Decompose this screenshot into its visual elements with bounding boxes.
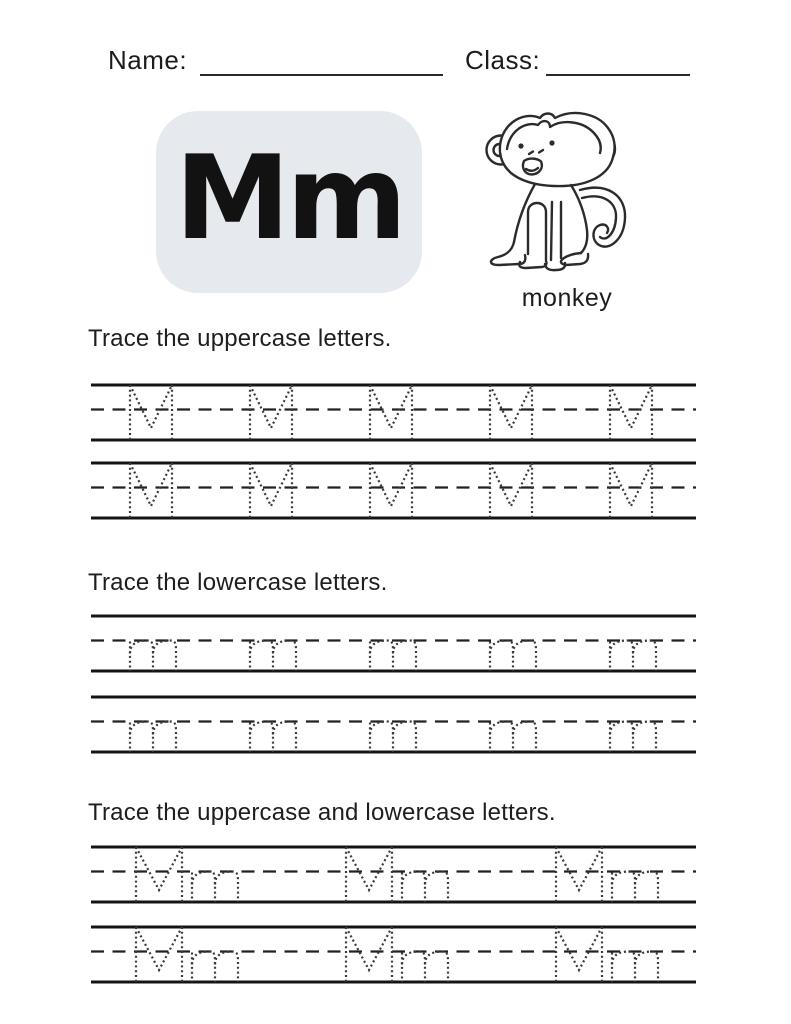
trace-row-uppercase-1 — [90, 382, 697, 444]
letter-card — [156, 111, 422, 293]
mascot-illustration — [472, 104, 662, 287]
section-heading-uppercase: Trace the uppercase letters. — [88, 325, 392, 352]
trace-row-uppercase-2 — [90, 460, 697, 522]
monkey-icon — [472, 104, 662, 282]
name-write-line — [200, 74, 443, 76]
letter-card-text: Mm — [174, 131, 404, 266]
trace-row-lowercase-1 — [90, 613, 697, 675]
section-heading-lowercase: Trace the lowercase letters. — [88, 569, 388, 596]
class-write-line — [546, 74, 690, 76]
trace-row-lowercase-2 — [90, 694, 697, 756]
trace-row-mixed-2 — [90, 924, 697, 986]
name-label: Name: — [108, 45, 188, 75]
section-heading-mixed: Trace the uppercase and lowercase letters. — [88, 799, 556, 826]
trace-row-mixed-1 — [90, 844, 697, 906]
mascot-label: monkey — [521, 284, 613, 312]
class-label: Class: — [465, 45, 541, 75]
